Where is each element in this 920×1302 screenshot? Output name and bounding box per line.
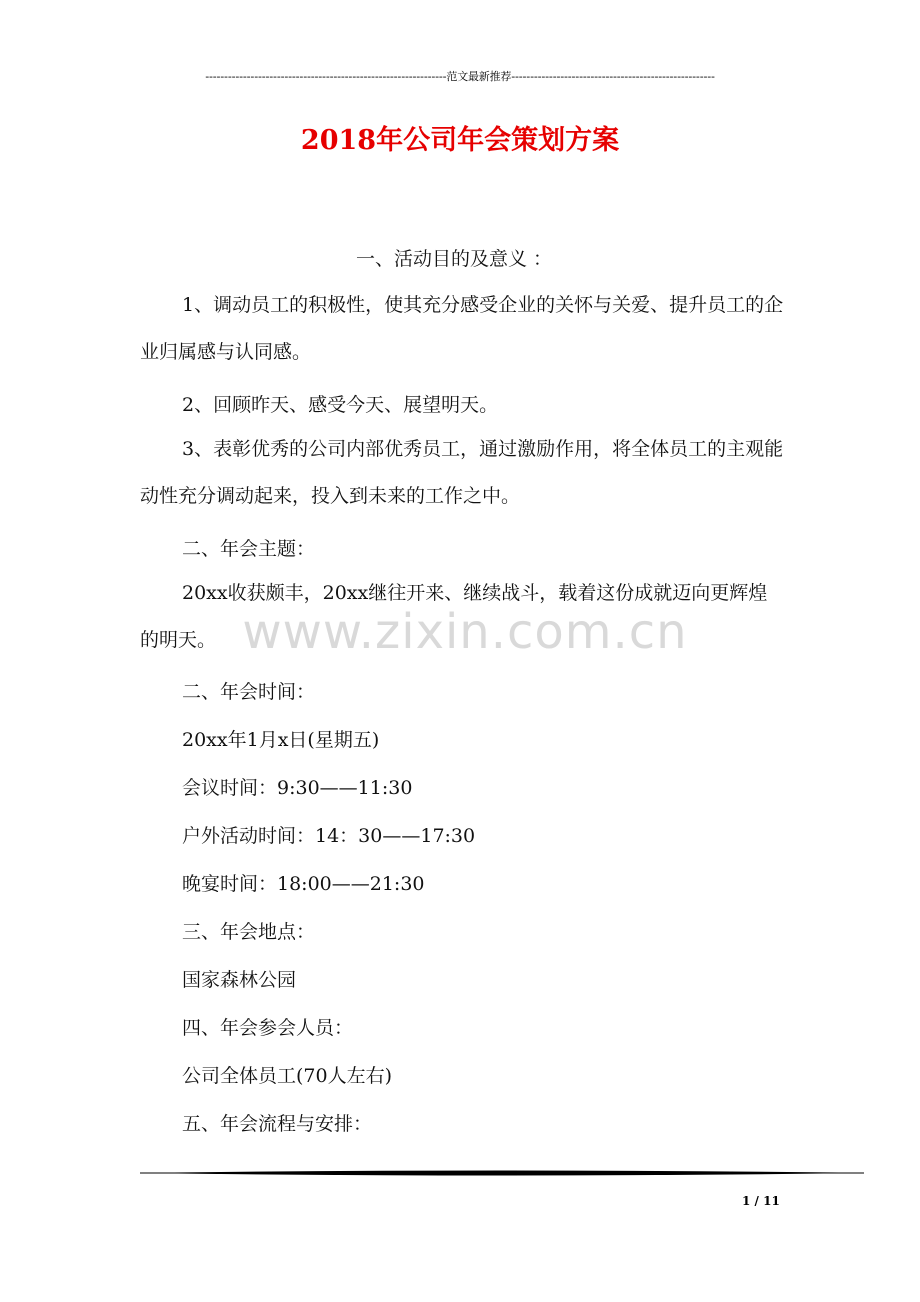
watermark: www.zixin.com.cn xyxy=(242,604,688,660)
footer-divider xyxy=(140,1169,864,1177)
outdoor-activity-time: 户外活动时间：14：30——17:30 xyxy=(182,825,476,847)
meeting-time: 会议时间：9:30——11:30 xyxy=(182,777,413,799)
section-heading-location: 三、年会地点： xyxy=(182,921,316,943)
document-title: 2018年公司年会策划方案 xyxy=(300,125,620,156)
section-heading-agenda: 五、年会流程与安排： xyxy=(182,1113,373,1135)
section-heading-purpose: 一、活动目的及意义 ： xyxy=(356,248,553,270)
paragraph-item-3: 3、表彰优秀的公司内部优秀员工，通过激励作用，将全体员工的主观能动性充分调动起来，投入到未来的工作之中。 xyxy=(140,438,784,507)
paragraph-theme: 20xx收获颇丰，20xx继往开来、继续战斗，载着这份成就迈向更辉煌的明天。 xyxy=(140,582,768,651)
header-banner: ----------------------------------------------------------------范文最新推荐------------------------------------------------------ xyxy=(205,70,715,83)
event-date: 20xx年1月x日(星期五) xyxy=(182,729,380,751)
dinner-time: 晚宴时间：18:00——21:30 xyxy=(182,873,425,895)
location-name: 国家森林公园 xyxy=(182,969,297,991)
section-heading-theme: 二、年会主题： xyxy=(182,538,316,560)
section-heading-time: 二、年会时间： xyxy=(182,681,316,703)
page-number: 1 / 11 xyxy=(742,1194,780,1208)
paragraph-item-2: 2、回顾昨天、感受今天、展望明天。 xyxy=(182,394,499,416)
attendees-list: 公司全体员工(70人左右) xyxy=(182,1065,393,1087)
paragraph-item-1: 1、调动员工的积极性，使其充分感受企业的关怀与关爱、提升员工的企业归属感与认同感。 xyxy=(140,294,784,363)
section-heading-attendees: 四、年会参会人员： xyxy=(182,1017,354,1039)
